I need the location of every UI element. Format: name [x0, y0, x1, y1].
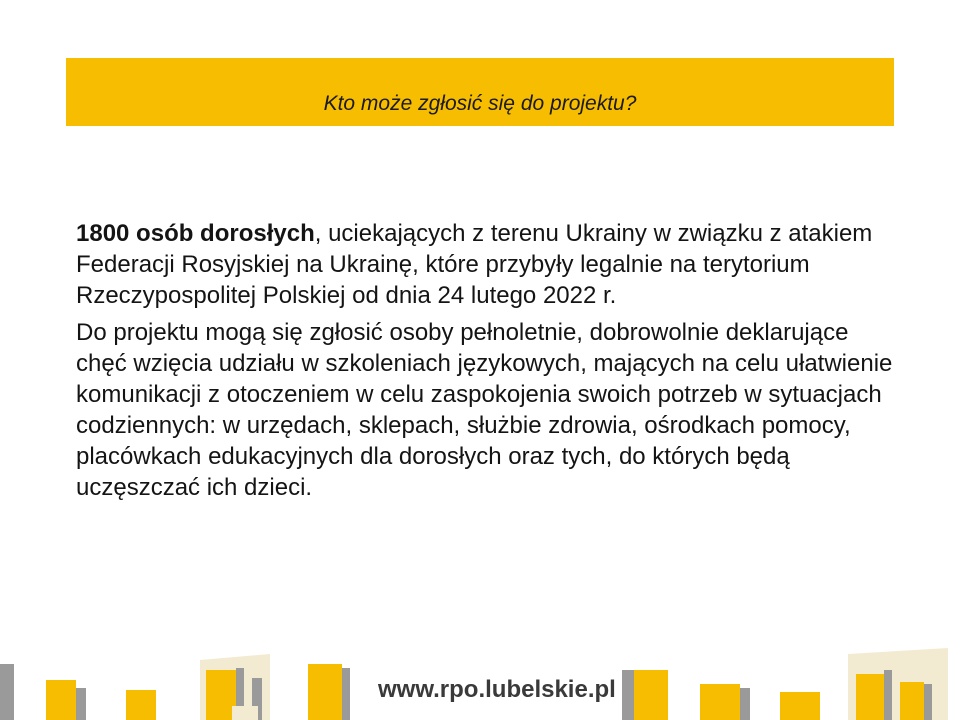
decor-block-group-4: [622, 670, 820, 720]
title-banner: [66, 58, 894, 126]
paragraph-eligibility: [76, 218, 896, 311]
decor-block-group-1: [0, 664, 156, 720]
paragraph-eligibility-highlight: 1800 osób dorosłych: [76, 220, 315, 247]
footer-url: www.rpo.lubelskie.pl: [378, 676, 616, 703]
decor-block-group-5: [848, 648, 948, 720]
decor-block-group-3: [308, 664, 350, 720]
slide-title: Kto może zgłosić się do projektu?: [323, 92, 637, 115]
decor-block-group-2: [200, 654, 270, 720]
slide-body: [76, 218, 896, 509]
paragraph-conditions: Do projektu mogą się zgłosić osoby pełnoletnie, dobrowolnie deklarujące chęć wzięcia udziału w szkoleniach językowych, mających na celu ułatwienie komunikacji z otoczeniem w celu zaspokojenia swoich potrzeb w sytuacjach codziennych: w urzędach, sklepach, służbie zdrowia, ośrodkach pomocy, placówkach edukacyjnych dla dorosłych oraz tych, do których będą uczęszczać ich dzieci.: [76, 319, 893, 501]
paragraph-eligibility-text: , uciekających z terenu Ukrainy w związku z atakiem Federacji Rosyjskiej na Ukrainę, które przybyły legalnie na terytorium Rzeczypospolitej Polskiej od dnia 24 lutego 2022 r.: [76, 220, 873, 309]
